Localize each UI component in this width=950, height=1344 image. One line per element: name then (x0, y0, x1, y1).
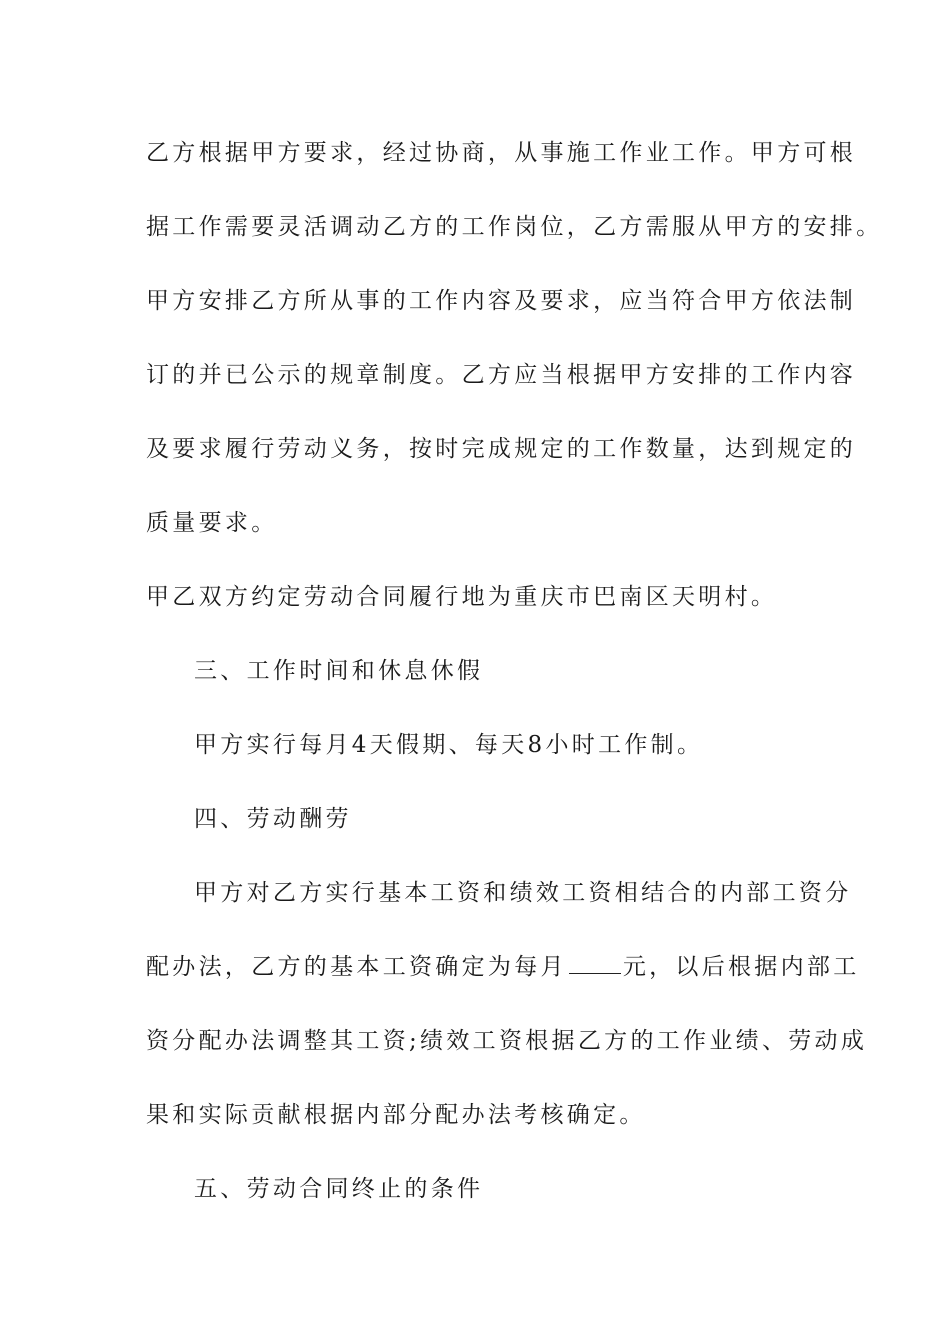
paragraph-line-2: 据工作需要灵活调动乙方的工作岗位，乙方需服从甲方的安排。 (146, 214, 883, 240)
salary-blank-field (569, 953, 621, 974)
paragraph-line-3: 甲方安排乙方所从事的工作内容及要求，应当符合甲方依法制 (146, 288, 857, 314)
paragraph-line-7: 甲乙双方约定劳动合同履行地为重庆市巴南区天明村。 (146, 584, 778, 610)
section-4-line-1: 甲方对乙方实行基本工资和绩效工资相结合的内部工资分 (194, 880, 852, 906)
paragraph-line-5: 及要求履行劳动义务，按时完成规定的工作数量，达到规定的 (146, 436, 857, 462)
salary-text-before: 配办法，乙方的基本工资确定为每月 (146, 954, 567, 980)
salary-text-after: 元，以后根据内部工 (622, 954, 860, 980)
paragraph-line-6: 质量要求。 (146, 510, 278, 536)
section-heading-4: 四、劳动酬劳 (194, 806, 352, 832)
section-4-line-4: 果和实际贡献根据内部分配办法考核确定。 (146, 1102, 646, 1128)
paragraph-line-4: 订的并已公示的规章制度。乙方应当根据甲方安排的工作内容 (146, 362, 857, 388)
section-4-line-2 (146, 952, 860, 982)
section-heading-5: 五、劳动合同终止的条件 (194, 1176, 484, 1202)
section-3-body: 甲方实行每月4天假期、每天8小时工作制。 (194, 732, 704, 758)
paragraph-line-1: 乙方根据甲方要求，经过协商，从事施工作业工作。甲方可根 (146, 140, 857, 166)
section-heading-3: 三、工作时间和休息休假 (194, 658, 484, 684)
section-4-line-3: 资分配办法调整其工资;绩效工资根据乙方的工作业绩、劳动成 (146, 1028, 868, 1054)
